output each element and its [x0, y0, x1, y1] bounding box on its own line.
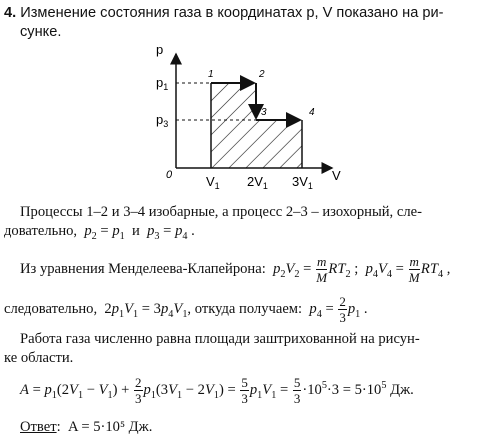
label-v: V: [332, 168, 341, 183]
solution-mendeleev-line: Из уравнения Менделеева-Клапейрона: $p_2V_2$ = $\frac{m}{M}$ $RT_2$ ; $p_4V_4$ = $\frac{m}{M}$ $RT_4$ ,: [20, 254, 451, 285]
problem-text-line-2: сунке.: [20, 24, 62, 40]
point-4: 4: [309, 107, 315, 118]
point-3: 3: [261, 107, 267, 118]
point-1: 1: [208, 69, 214, 80]
solution-therefore-line: следовательно, $2p_1V_1 = 3p_4V_1$, откуда получаем: $p_4$ = $\frac{2}{3}$ $p_1$ .: [4, 294, 368, 325]
therefore-text: следовательно,: [4, 300, 98, 317]
label-p3: $p_3$: [156, 112, 169, 129]
label-p1: $p_1$: [156, 75, 169, 92]
solution-processes-line-2: довательно, $p_2 = p_1$ и $p_3 = p_4$ .: [4, 223, 195, 242]
problem-text-line-1: Изменение состояния газа в координатах p, V показано на ри-: [20, 5, 444, 21]
solution-work-line-2: [4, 349, 73, 367]
work-text-2: ке области.: [4, 350, 74, 366]
point-2: 2: [259, 69, 265, 80]
problem-line-2: [20, 23, 61, 41]
work-unit: Дж.: [390, 381, 414, 398]
label-2v1: $2V_1$: [247, 174, 268, 191]
fraction-m-over-M-2: $\frac{m}{M}$: [408, 254, 420, 285]
mendeleev-text: Из уравнения Менделеева-Клапейрона:: [20, 260, 266, 277]
processes-text-2: довательно,: [4, 223, 78, 239]
label-origin: 0: [166, 169, 173, 181]
answer-label: Ответ: [20, 419, 57, 435]
fraction-two-thirds-1: $\frac{2}{3}$: [339, 294, 346, 325]
label-v1: $V_1$: [206, 174, 220, 191]
solution-work-line-1: [20, 330, 420, 348]
solution-processes-line-1: [20, 203, 422, 221]
hatched-area-12: [211, 83, 256, 168]
fraction-five-thirds-1: $\frac{5}{3}$: [241, 375, 248, 406]
processes-text-1: Процессы 1–2 и 3–4 изобарные, а процесс 2–3 – изохорный, сле-: [20, 204, 422, 220]
label-p: p: [156, 42, 164, 57]
problem-line-1: [4, 4, 444, 22]
work-formula: $A = p_1(2V_1 - V_1)$ + $\frac{2}{3}$ $p_1(3V_1 - 2V_1)$ = $\frac{5}{3}$ $p_1V_1$ = $\frac{5}{3}$ $\cdot 10^5\cdot 3 = 5\cdot 10^5$ Дж.: [20, 375, 414, 406]
label-3v1: $3V_1$: [292, 174, 313, 191]
answer-value: A = 5·10⁵ Дж.: [67, 419, 153, 435]
problem-number: 4.: [4, 5, 17, 21]
fraction-five-thirds-2: $\frac{5}{3}$: [293, 375, 301, 406]
hatched-area-34: [256, 120, 302, 168]
answer-line: Ответ: A = 5·10⁵ Дж.: [20, 419, 153, 435]
fraction-two-thirds-2: $\frac{2}{3}$: [135, 375, 142, 406]
obtain-text: , откуда получаем:: [187, 300, 303, 317]
fraction-m-over-M-1: $\frac{m}{M}$: [316, 254, 328, 285]
work-text-1: Работа газа численно равна площади заштрихованной на рисун-: [20, 331, 420, 347]
